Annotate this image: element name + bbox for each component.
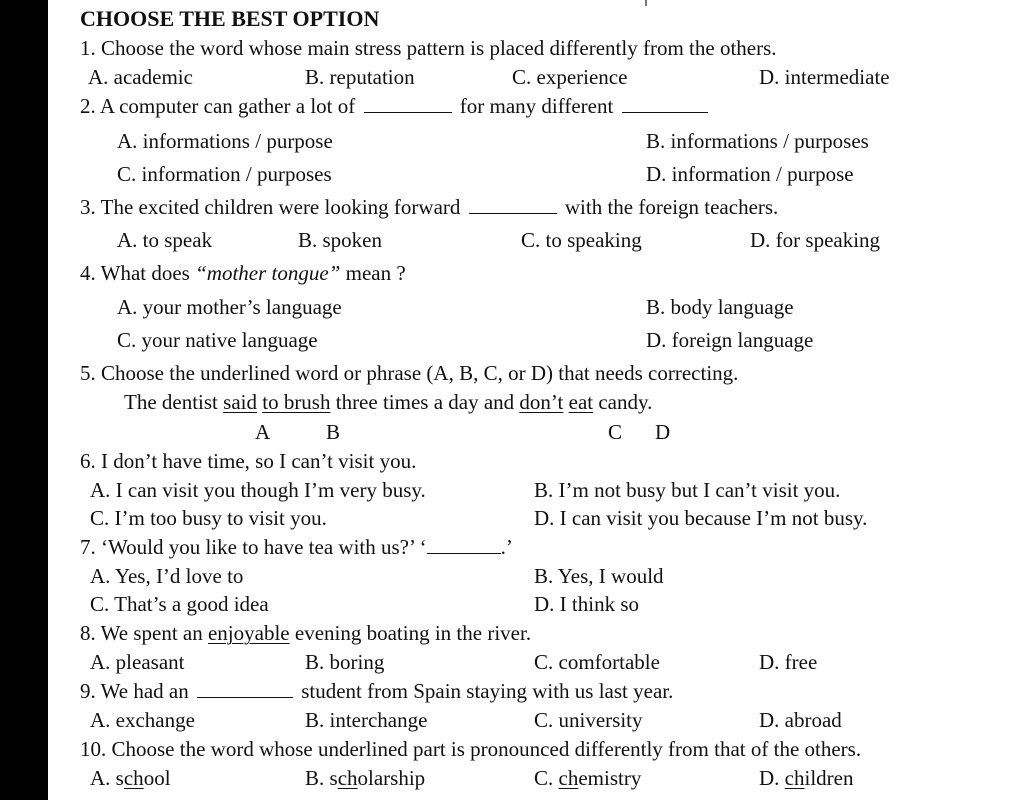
q10-a-rest: ool [143,766,171,790]
worksheet-title: CHOOSE THE BEST OPTION [80,6,380,31]
q10-d-underlined: ch [784,766,805,790]
q4-option-b: B. body language [646,295,794,319]
q9-option-a: A. exchange [90,708,195,732]
q5-label-c: C [608,420,623,444]
q3-option-c: C. to speaking [521,228,642,252]
q8-option-c: C. comfortable [534,650,660,674]
q6-option-c: C. I’m too busy to visit you. [90,506,327,530]
q2-stem-part2: for many different [459,94,614,118]
q8-option-a: A. pleasant [90,650,185,674]
q6-option-d: D. I can visit you because I’m not busy. [534,506,868,530]
question-10-stem: 10. Choose the word whose underlined part is pronounced differently from that of the others. [80,737,862,761]
q4-option-d: D. foreign language [646,328,814,352]
q10-b-underlined: ch [337,766,358,790]
q6-option-a: A. I can visit you though I’m very busy. [90,478,426,502]
question-9-stem [80,678,673,704]
q5-sentence [124,389,652,415]
q5-label-b: B [326,420,341,444]
q2-option-a: A. informations / purpose [117,129,333,153]
q8-option-d: D. free [759,650,818,674]
q10-b-rest: olarship [357,766,426,790]
q6-option-b: B. I’m not busy but I can’t visit you. [534,478,841,502]
q10-a-prefix: A. [90,766,116,790]
q10-c-underlined: ch [558,766,579,790]
q10-a-s: s [115,766,124,790]
q8-stem-part1: 8. We spent an [80,621,203,645]
q8-stem-part2: evening boating in the river. [294,621,532,645]
q2-blank-1 [364,94,452,113]
q5-text-1: The dentist [124,390,218,414]
q4-stem-part1: 4. What does [80,261,190,285]
q10-option-b [305,765,425,791]
q3-option-a: A. to speak [117,228,213,252]
q1-option-b: B. reputation [305,65,415,89]
q9-option-c: C. university [534,708,643,732]
q5-label-d: D [655,420,671,444]
q3-stem-part1: 3. The excited children were looking forward [80,195,461,219]
q7-stem-part2: .’ [500,535,513,559]
q3-option-d: D. for speaking [750,228,881,252]
q10-a-underlined: ch [123,766,144,790]
question-6-stem: 6. I don’t have time, so I can’t visit you. [80,449,417,473]
q3-option-b: B. spoken [298,228,382,252]
q2-option-b: B. informations / purposes [646,129,869,153]
q2-stem-part1: 2. A computer can gather a lot of [80,94,356,118]
q7-option-d: D. I think so [534,592,639,616]
q10-option-d [759,765,853,791]
q9-stem-part1: 9. We had an [80,679,189,703]
q1-option-c: C. experience [512,65,628,89]
q10-d-prefix: D. [759,766,785,790]
question-1-stem: 1. Choose the word whose main stress pattern is placed differently from the others. [80,36,777,60]
q5-underline-b: to brush [262,390,331,414]
q7-option-b: B. Yes, I would [534,564,664,588]
q5-underline-a: said [223,390,257,414]
q7-option-a: A. Yes, I’d love to [90,564,244,588]
q5-underline-c: don’t [519,390,564,414]
q1-option-a: A. academic [88,65,193,89]
q4-stem-part2: mean ? [345,261,406,285]
worksheet [48,0,1024,800]
q10-option-a [90,765,171,791]
q7-stem-part1: 7. ‘Would you like to have tea with us?’ ‘ [80,535,427,559]
q4-option-c: C. your native language [117,328,318,352]
q10-b-s: s [329,766,338,790]
q4-option-a: A. your mother’s language [117,295,342,319]
q8-underlined-word: enjoyable [207,621,290,645]
q2-option-c: C. information / purposes [117,162,332,186]
q9-blank [197,679,293,698]
question-5-stem: 5. Choose the underlined word or phrase (A, B, C, or D) that needs correcting. [80,361,739,385]
q5-text-2: three times a day and [335,390,515,414]
q10-c-prefix: C. [534,766,559,790]
q3-blank [469,195,557,214]
q2-option-d: D. information / purpose [646,162,854,186]
q10-option-c [534,765,641,791]
q8-option-b: B. boring [305,650,385,674]
question-4-stem [80,260,406,286]
q5-label-a: A [255,420,271,444]
question-8-stem [80,620,531,646]
q7-blank [427,535,501,554]
q9-option-d: D. abroad [759,708,842,732]
q10-b-prefix: B. [305,766,330,790]
question-2-stem [80,93,711,119]
q10-c-rest: emistry [578,766,642,790]
scan-mark [645,0,647,6]
q1-option-d: D. intermediate [759,65,890,89]
q4-stem-quote: “mother tongue” [195,261,341,285]
q5-underline-d: eat [568,390,594,414]
q5-text-3: candy. [598,390,653,414]
q9-option-b: B. interchange [305,708,428,732]
question-7-stem [80,534,513,560]
question-3-stem [80,194,778,220]
q2-blank-2 [622,94,708,113]
q7-option-c: C. That’s a good idea [90,592,269,616]
q9-stem-part2: student from Spain staying with us last year. [301,679,674,703]
q10-d-rest: ildren [804,766,854,790]
q3-stem-part2: with the foreign teachers. [564,195,779,219]
